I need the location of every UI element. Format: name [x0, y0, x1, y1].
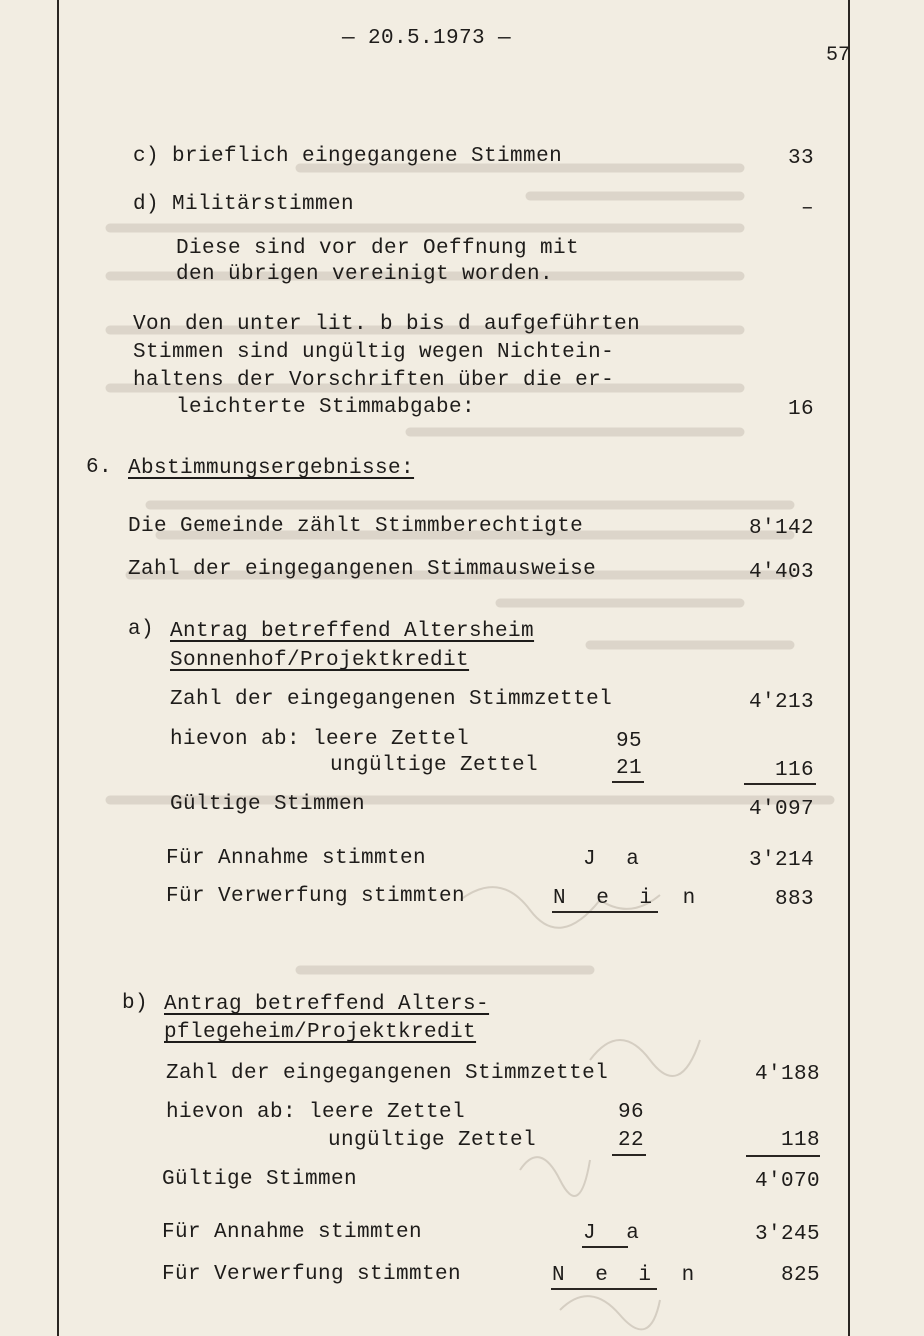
proposal-b-ballots-value: 4'188	[754, 1063, 820, 1086]
section-6-title: Abstimmungsergebnisse:	[128, 457, 415, 480]
proposal-a-total-underline	[744, 783, 816, 785]
proposal-a-invalid-label: ungültige Zettel	[330, 754, 539, 777]
proposal-b-no-word: N e i n	[552, 1264, 704, 1287]
invalid-note-line-2: Stimmen sind ungültig wegen Nichtein-	[133, 341, 615, 364]
proposal-a-blank-value: 95	[615, 730, 642, 753]
invalid-note-line-3: haltens der Vorschriften über die er-	[133, 369, 615, 392]
proposal-a-ballots-label: Zahl der eingegangenen Stimmzettel	[170, 688, 613, 711]
proposal-b-letter: b)	[122, 992, 149, 1015]
proposal-a-yes-label: Für Annahme stimmten	[166, 847, 427, 870]
proposal-a-no-label: Für Verwerfung stimmten	[166, 885, 466, 908]
proposal-a-no-value: 883	[774, 888, 814, 911]
proposal-b-title-line-2: pflegeheim/Projektkredit	[164, 1021, 477, 1044]
proposal-b-no-value: 825	[780, 1264, 820, 1287]
item-c-value: 33	[787, 147, 814, 170]
proposal-a-invalid-value: 21	[615, 757, 642, 780]
proposal-b-yes-word: J a	[583, 1222, 648, 1245]
proposal-b-ballots-label: Zahl der eingegangenen Stimmzettel	[166, 1062, 609, 1085]
proposal-a-no-word: N e i n	[553, 887, 705, 910]
proposal-b-deduct-label: hievon ab: leere Zettel	[166, 1101, 466, 1124]
proposal-a-title-line-2: Sonnenhof/Projektkredit	[170, 649, 470, 672]
proposal-a-ballots-value: 4'213	[748, 691, 814, 714]
proposal-b-no-label: Für Verwerfung stimmten	[162, 1263, 462, 1286]
proposal-b-deduct-total: 118	[780, 1129, 820, 1152]
proposal-b-yes-underline	[582, 1246, 628, 1248]
section-6-number: 6.	[86, 456, 113, 479]
proposal-b-blank-value: 96	[617, 1101, 644, 1124]
proposal-a-deduct-label: hievon ab: leere Zettel	[170, 728, 470, 751]
proposal-b-yes-label: Für Annahme stimmten	[162, 1221, 423, 1244]
voting-ids-value: 4'403	[748, 561, 814, 584]
page-number: 57	[826, 44, 851, 67]
invalid-note-line-1: Von den unter lit. b bis d aufgeführten	[133, 313, 641, 336]
proposal-a-valid-value: 4'097	[748, 798, 814, 821]
proposal-b-yes-value: 3'245	[754, 1223, 820, 1246]
proposal-b-no-underline	[551, 1288, 657, 1290]
proposal-b-title-line-1: Antrag betreffend Alters-	[164, 993, 490, 1016]
proposal-b-subtotal-underline	[612, 1154, 646, 1156]
proposal-a-no-underline	[552, 911, 658, 913]
proposal-a-yes-value: 3'214	[748, 849, 814, 872]
item-d-label: d) Militärstimmen	[133, 193, 355, 216]
page-date: — 20.5.1973 —	[342, 27, 512, 50]
proposal-a-valid-label: Gültige Stimmen	[170, 793, 366, 816]
proposal-b-invalid-label: ungültige Zettel	[328, 1129, 537, 1152]
proposal-a-title-line-1: Antrag betreffend Altersheim	[170, 620, 535, 643]
proposal-b-invalid-value: 22	[617, 1129, 644, 1152]
proposal-b-valid-value: 4'070	[754, 1170, 820, 1193]
item-d-value: –	[800, 197, 814, 220]
proposal-a-letter: a)	[128, 618, 155, 641]
item-d-note-line-2: den übrigen vereinigt worden.	[176, 263, 554, 286]
invalid-note-line-4: leichterte Stimmabgabe:	[176, 396, 476, 419]
item-d-note-line-1: Diese sind vor der Oeffnung mit	[176, 237, 580, 260]
eligible-voters-label: Die Gemeinde zählt Stimmberechtigte	[128, 515, 584, 538]
eligible-voters-value: 8'142	[748, 517, 814, 540]
proposal-b-valid-label: Gültige Stimmen	[162, 1168, 358, 1191]
proposal-a-subtotal-underline	[612, 781, 644, 783]
proposal-a-deduct-total: 116	[774, 759, 814, 782]
proposal-a-yes-word: J a	[583, 848, 648, 871]
proposal-b-total-underline	[746, 1155, 820, 1157]
item-c-label: c) brieflich eingegangene Stimmen	[133, 145, 563, 168]
voting-ids-label: Zahl der eingegangenen Stimmausweise	[128, 558, 597, 581]
invalid-note-value: 16	[787, 398, 814, 421]
